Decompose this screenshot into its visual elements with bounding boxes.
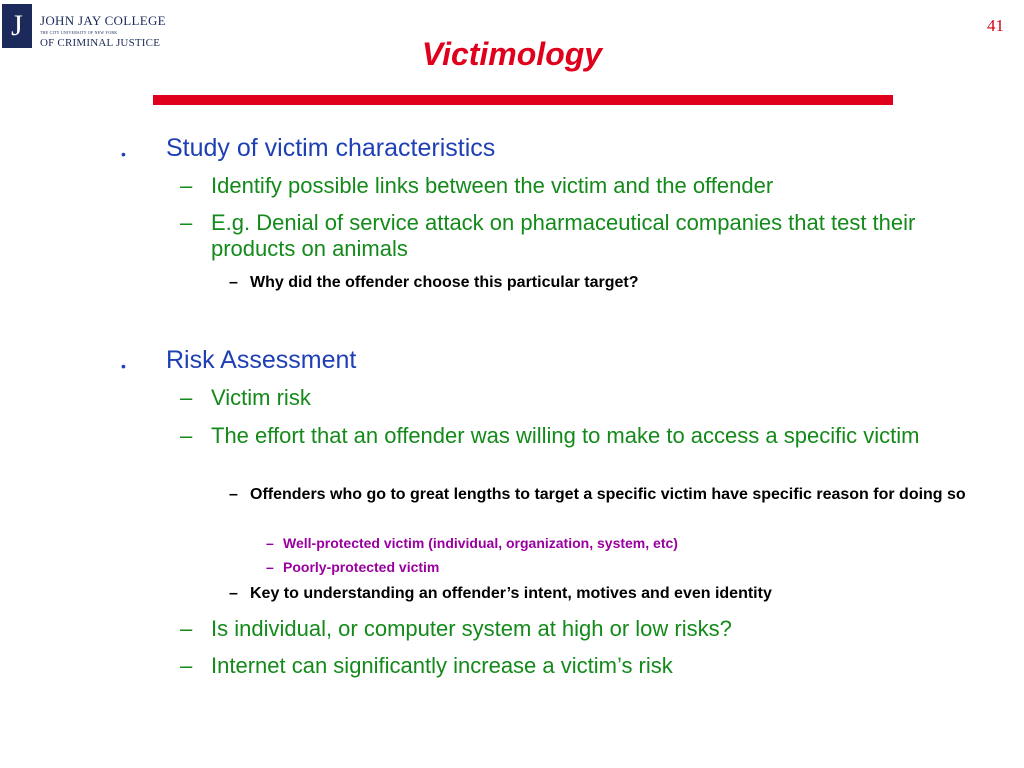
logo-college-subtitle: OF CRIMINAL JUSTICE — [40, 37, 161, 49]
bullet-dot: • — [121, 358, 126, 374]
bullet-text: Identify possible links between the victim and the offender — [211, 173, 774, 198]
slide-number: 41 — [987, 16, 1004, 35]
bullet-text: Key to understanding an offender’s intent, motives and even identity — [250, 585, 772, 602]
bullet-dash: – — [180, 173, 193, 198]
bullet-text: Victim risk — [211, 385, 311, 410]
bullet-text: Is individual, or computer system at high or low risks? — [211, 616, 732, 641]
logo-college-name: JOHN JAY COLLEGE — [40, 13, 166, 28]
title-underline — [153, 95, 893, 105]
slide-title: Victimology — [421, 36, 603, 72]
bullet-dash: – — [180, 423, 193, 448]
bullet-dash: – — [180, 616, 193, 641]
bullet-text: Offenders who go to great lengths to target a specific victim have specific reason for doing so — [250, 486, 966, 503]
bullet-dash: – — [229, 486, 238, 503]
bullet-text: Well-protected victim (individual, organization, system, etc) — [283, 535, 678, 551]
logo-letter: J — [2, 4, 32, 48]
bullet-dash: – — [180, 385, 193, 410]
bullet-dash: – — [180, 210, 193, 235]
bullet-text: E.g. Denial of service attack on pharmaceutical companies that test their products on animals — [211, 210, 916, 261]
bullet-dash: – — [229, 274, 238, 291]
bullet-text: Internet can significantly increase a victim’s risk — [211, 653, 673, 678]
bullet-text: Poorly-protected victim — [283, 559, 440, 575]
logo-university-name: THE CITY UNIVERSITY OF NEW YORK — [40, 30, 118, 35]
bullet-text: Study of victim characteristics — [166, 134, 496, 162]
bullet-dash: – — [229, 585, 238, 602]
bullet-text: The effort that an offender was willing to make to access a specific victim — [211, 423, 920, 448]
bullet-dash: – — [266, 535, 274, 551]
bullet-text: Why did the offender choose this particular target? — [250, 274, 639, 291]
bullet-dash: – — [266, 559, 274, 575]
bullet-dot: • — [121, 146, 126, 162]
bullet-text: Risk Assessment — [166, 346, 357, 374]
bullet-dash: – — [180, 653, 193, 678]
